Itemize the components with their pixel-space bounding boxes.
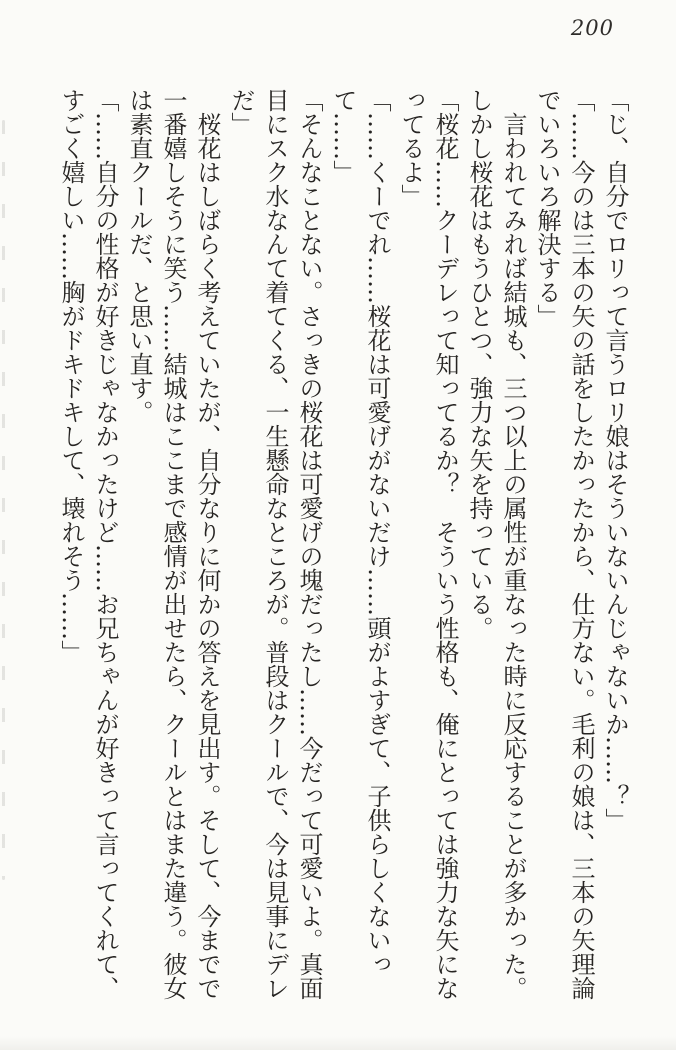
paragraph-dialogue: 「……今のは三本の矢の話をしたかったから、仕方ない。毛利の娘は、三本の矢理論でいろいろ解決する」 [533,88,595,1000]
paragraph-dialogue: 「……くーでれ……桜花は可愛げがないだけ……頭がよすぎて、子供らしくないって……」 [329,88,391,976]
paragraph-narration: 桜花はしばらく考えていたが、自分なりに何かの答えを見出す。そして、今までで一番嬉しそうに笑う……結城はここまで感情が出せたら、クールとはまた違う。彼女は素直クールだ、と思い直す。 [125,88,221,1000]
paragraph-dialogue: 「じ、自分でロリって言うロリ娘はそういないんじゃないか……？」 [601,88,629,832]
body-text [54,88,632,1014]
paragraph-narration: 言われてみれば結城も、三つ以上の属性が重なった時に反応することが多かった。しかし桜花はもうひとつ、強力な矢を持っている。 [465,88,527,1000]
scan-artifact [2,120,5,880]
paragraph-dialogue: 「……自分の性格が好きじゃなかったけど……お兄ちゃんが好きって言ってくれて、すごく嬉しい……胸がドキドキして、壊れそう……」 [57,88,119,1000]
paragraph-dialogue: 「そんなことない。さっきの桜花は可愛げの塊だったし……今だって可愛いよ。真面目にスク水なんて着てくる、一生懸命なところが。普段はクールで、今は見事にデレだ」 [227,88,323,1000]
paragraph-dialogue: 「桜花……クーデレって知ってるか？ そういう性格も、俺にとっては強力な矢になってるよ」 [397,88,459,1000]
scan-artifact [0,1036,676,1050]
page-number: 200 [570,16,614,40]
